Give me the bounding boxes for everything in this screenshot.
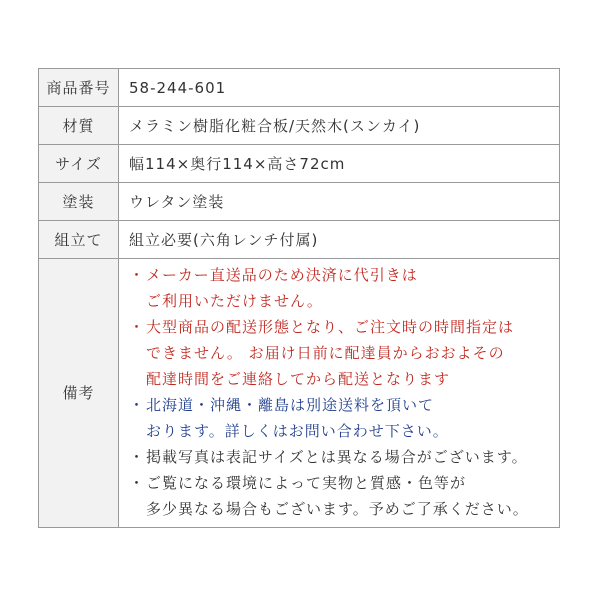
note-line: おります。詳しくはお問い合わせ下さい。 (146, 422, 449, 440)
spec-row-finish (39, 183, 560, 221)
note-line: ご覧になる環境によって実物と質感・色等が (146, 474, 467, 492)
note-line: 大型商品の配送形態となり、ご注文時の時間指定は (146, 318, 515, 336)
note-bullet: ・ (129, 266, 146, 284)
notes-cell (119, 259, 560, 528)
row-label: 商品番号 (39, 69, 119, 107)
row-label: 組立て (39, 221, 119, 259)
note-item-delivery (129, 314, 559, 392)
notes-label: 備考 (39, 259, 119, 528)
note-item-color (129, 470, 559, 522)
row-value: 幅114×奥行114×高さ72cm (119, 145, 560, 183)
note-bullet: ・ (129, 474, 146, 492)
row-value: メラミン樹脂化粧合板/天然木(スンカイ) (119, 107, 560, 145)
note-line: 掲載写真は表記サイズとは異なる場合がございます。 (146, 448, 528, 466)
row-value: 58-244-601 (119, 69, 560, 107)
note-line: 多少異なる場合もございます。予めご了承ください。 (146, 500, 529, 518)
spec-row-size (39, 145, 560, 183)
spec-table (38, 68, 560, 528)
note-line: メーカー直送品のため決済に代引きは (146, 266, 418, 284)
note-line: ご利用いただけません。 (146, 292, 323, 310)
note-item-shipping (129, 392, 559, 444)
spec-row-notes (39, 259, 560, 528)
spec-row-material (39, 107, 560, 145)
note-bullet: ・ (129, 448, 146, 466)
note-item-cod (129, 262, 559, 314)
spec-row-assembly (39, 221, 560, 259)
note-line: 配達時間をご連絡してから配送となります (146, 370, 451, 388)
note-line: できません。 お届け日前に配達員からおおよその (146, 344, 505, 362)
note-line: 北海道・沖縄・離島は別途送料を頂いて (146, 396, 435, 414)
row-label: 材質 (39, 107, 119, 145)
row-label: サイズ (39, 145, 119, 183)
note-bullet: ・ (129, 396, 146, 414)
note-item-photo (129, 444, 559, 470)
spec-row-product-number (39, 69, 560, 107)
row-value: 組立必要(六角レンチ付属) (119, 221, 560, 259)
note-bullet: ・ (129, 318, 146, 336)
row-label: 塗装 (39, 183, 119, 221)
row-value: ウレタン塗装 (119, 183, 560, 221)
